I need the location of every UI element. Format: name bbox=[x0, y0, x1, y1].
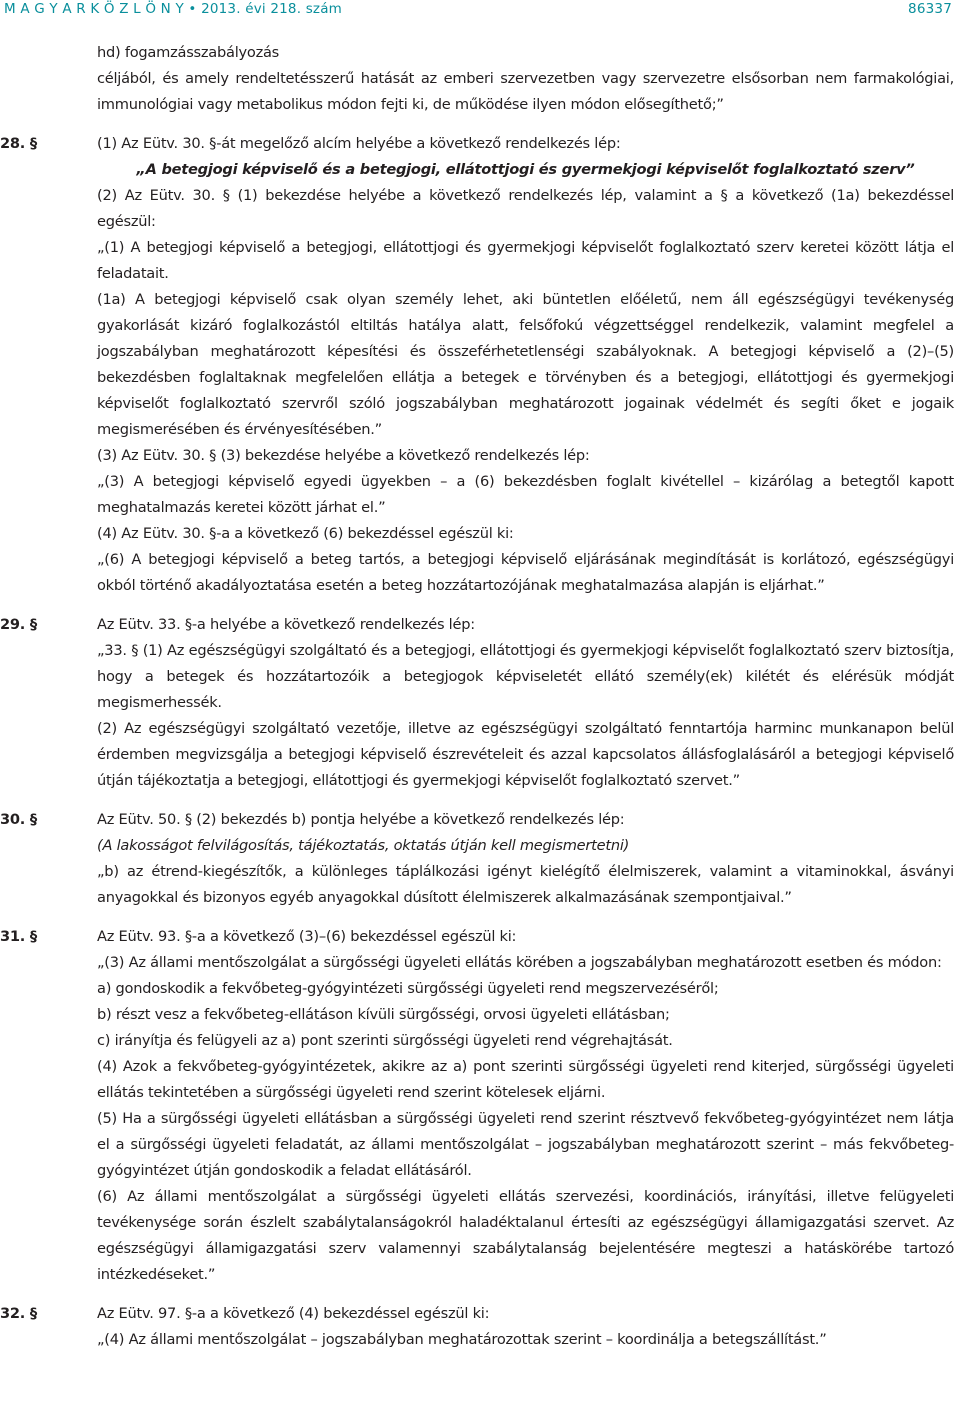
amendment-text: (2) Az egészségügyi szolgáltató vezetője, illetve az egészségügyi szolgáltató fenntartója harminc munkanapon belül érdemben megvizsgálja a betegjogi képviselő észrevételeit és azzal kapcsolatos állásfoglalásáról a betegjogi képviselő útján tájékoztatja a betegjogi, ellátottjogi és gyermekjogi képviselőt foglalkoztató szervet.” bbox=[97, 720, 954, 789]
amendment-item: c) irányítja és felügyeli az a) pont szerinti sürgősségi ügyeleti rend végrehajtását. bbox=[97, 1032, 673, 1049]
section-31 bbox=[0, 924, 954, 1288]
page-number: 86337 bbox=[908, 1, 952, 17]
subtitle-amendment: „A betegjogi képviselő és a betegjogi, ellátottjogi és gyermekjogi képviselőt foglalkoztató szerv” bbox=[136, 161, 915, 178]
section-30 bbox=[0, 807, 954, 911]
amendment-text: „(1) A betegjogi képviselő a betegjogi, ellátottjogi és gyermekjogi képviselőt foglalkoztató szerv keretei között látja el feladatait. bbox=[97, 239, 954, 282]
section-32 bbox=[0, 1301, 954, 1353]
context-heading: (A lakosságot felvilágosítás, tájékoztatás, oktatás útján kell megismertetni) bbox=[97, 837, 630, 854]
amendment-text: „(3) Az állami mentőszolgálat a sürgősségi ügyeleti ellátás körében a jogszabályban meghatározott esetben és módon: bbox=[97, 954, 942, 971]
section-28 bbox=[0, 131, 954, 599]
intro-item: hd) fogamzásszabályozás bbox=[97, 44, 280, 61]
section-number: 28. § bbox=[0, 135, 37, 152]
paragraph: (3) Az Eütv. 30. § (3) bekezdése helyébe a következő rendelkezés lép: bbox=[97, 447, 590, 464]
amendment-text: (1a) A betegjogi képviselő csak olyan személy lehet, aki büntetlen előéletű, nem áll egészségügyi tevékenység gyakorlását kizáró foglalkozástól eltiltás hatálya alatt, felsőfokú végzettséggel rendelkezik, valamint megfelel a jogszabályban meghatározott képesítési és összeférhetetlenségi szabályoknak. A betegjogi képviselő a (2)–(5) bekezdésben foglaltaknak megfelelően ellátja a betegek e törvényben és a betegjogi, ellátottjogi és gyermekjogi képviselőt foglalkoztató szervről szóló jogszabályban meghatározott jogainak védelmét és segíti őket e jogaik megismerésében és érvényesítésében.” bbox=[97, 291, 954, 438]
section-number: 31. § bbox=[0, 928, 37, 945]
amendment-text: „(4) Az állami mentőszolgálat – jogszabályban meghatározottak szerint – koordinálja a betegszállítást.” bbox=[97, 1331, 827, 1348]
amendment-text: (5) Ha a sürgősségi ügyeleti ellátásban a sürgősségi ügyeleti rend szerint résztvevő fekvőbeteg-gyógyintézet nem látja el a sürgősségi ügyeleti feladatát, az állami mentőszolgálat – jogszabályban meghatározott szerint – más fekvőbeteg-gyógyintézet útján gondoskodik a feladat ellátásáról. bbox=[97, 1110, 954, 1179]
amendment-text: (6) Az állami mentőszolgálat a sürgősségi ügyeleti ellátás szervezési, koordinációs, irányítási, illetve felügyeleti tevékenysége során észlelt szabálytalanságokról haladéktalanul értesíti az egészségügyi államigazgatási szervet. Az egészségügyi államigazgatási szerv valamennyi szabálytalanság bejelentésére megteszi a hatáskörébe tartozó intézkedéseket.” bbox=[97, 1188, 954, 1283]
paragraph: Az Eütv. 33. §-a helyébe a következő rendelkezés lép: bbox=[97, 616, 475, 633]
amendment-item: b) részt vesz a fekvőbeteg-ellátáson kívüli sürgősségi, orvosi ügyeleti ellátásban; bbox=[97, 1006, 670, 1023]
amendment-text: „b) az étrend-kiegészítők, a különleges táplálkozási igényt kielégítő élelmiszerek, valamint a vitaminokkal, ásványi anyagokkal és bizonyos egyéb anyagokkal dúsított élelmiszerek alkalmazásának szempontjaival.” bbox=[97, 863, 954, 906]
intro-block bbox=[0, 22, 954, 118]
section-number: 30. § bbox=[0, 811, 37, 828]
intro-text: céljából, és amely rendeltetésszerű hatását az emberi szervezetben vagy szervezetre elsősorban nem farmakológiai, immunológiai vagy metabolikus módon fejti ki, de működése ilyen módon elősegíthető;” bbox=[97, 70, 954, 113]
paragraph: (1) Az Eütv. 30. §-át megelőző alcím helyébe a következő rendelkezés lép: bbox=[97, 135, 621, 152]
amendment-text: (4) Azok a fekvőbeteg-gyógyintézetek, akikre az a) pont szerinti sürgősségi ügyeleti rend kiterjed, sürgősségi ügyeleti ellátás tekintetében a sürgősségi ügyeleti rend szerint kötelesek eljárni. bbox=[97, 1058, 954, 1101]
paragraph: Az Eütv. 93. §-a a következő (3)–(6) bekezdéssel egészül ki: bbox=[97, 928, 517, 945]
section-29 bbox=[0, 612, 954, 794]
running-header bbox=[0, 0, 954, 22]
amendment-text: „33. § (1) Az egészségügyi szolgáltató és a betegjogi, ellátottjogi és gyermekjogi képviselőt foglalkoztató szerv biztosítja, hogy a betegek és hozzátartozóik a betegjogok képviseletét ellátó személy(ek) kilétét és elérésük módját megismerhessék. bbox=[97, 642, 954, 711]
paragraph: Az Eütv. 97. §-a a következő (4) bekezdéssel egészül ki: bbox=[97, 1305, 490, 1322]
amendment-text: „(6) A betegjogi képviselő a beteg tartós, a betegjogi képviselő eljárásának megindítását is korlátozó, egészségügyi okból történő akadályoztatása esetén a beteg hozzátartozójának meghatalmazása alapján is eljárhat.” bbox=[97, 551, 954, 594]
section-number: 29. § bbox=[0, 616, 37, 633]
amendment-item: a) gondoskodik a fekvőbeteg-gyógyintézeti sürgősségi ügyeleti rend megszervezéséről; bbox=[97, 980, 719, 997]
publication-title: M A G Y A R K Ö Z L Ö N Y • 2013. évi 218. szám bbox=[4, 1, 343, 17]
section-number: 32. § bbox=[0, 1305, 37, 1322]
paragraph: Az Eütv. 50. § (2) bekezdés b) pontja helyébe a következő rendelkezés lép: bbox=[97, 811, 625, 828]
paragraph: (4) Az Eütv. 30. §-a a következő (6) bekezdéssel egészül ki: bbox=[97, 525, 514, 542]
amendment-text: „(3) A betegjogi képviselő egyedi ügyekben – a (6) bekezdésben foglalt kivétellel – kizárólag a betegtől kapott meghatalmazás keretei között járhat el.” bbox=[97, 473, 954, 516]
paragraph: (2) Az Eütv. 30. § (1) bekezdése helyébe a következő rendelkezés lép, valamint a § a következő (1a) bekezdéssel egészül: bbox=[97, 187, 954, 230]
